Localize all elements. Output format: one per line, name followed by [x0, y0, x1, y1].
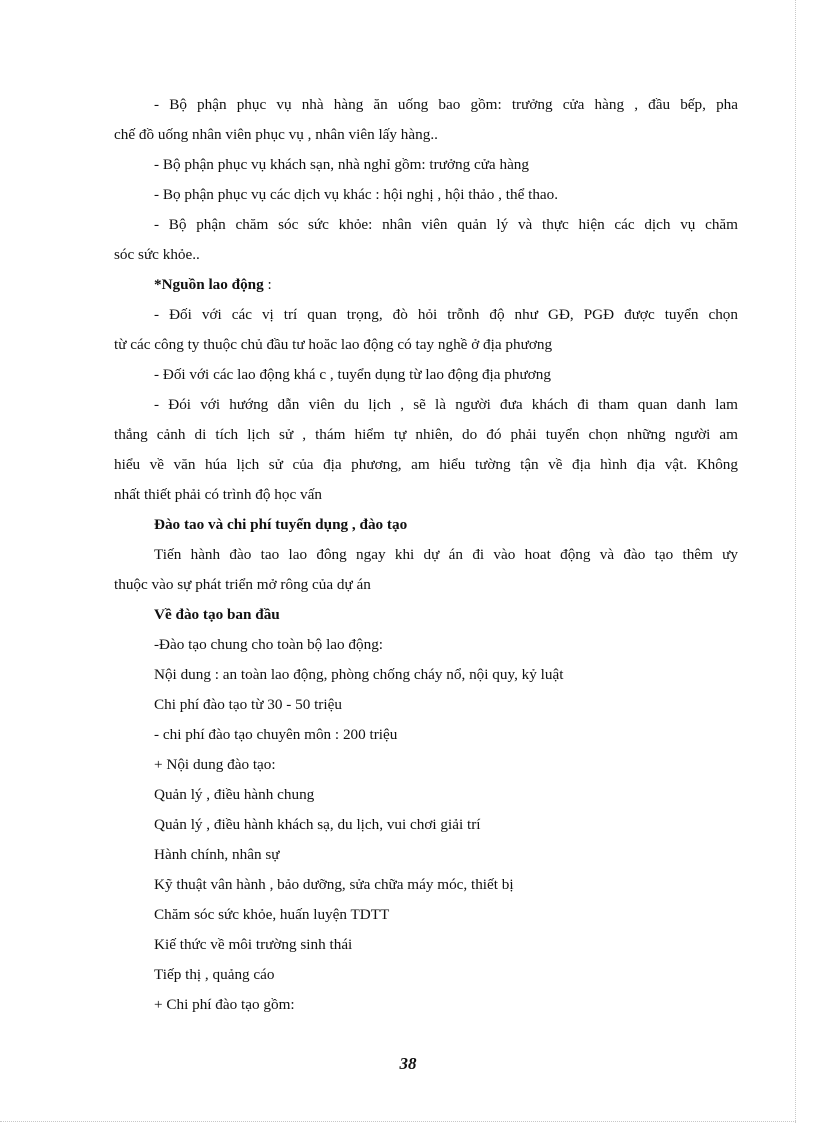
paragraph-line: Nội dung : an toàn lao động, phòng chống cháy nổ, nội quy, kỷ luật [154, 666, 564, 683]
list-item: Quản lý , điều hành chung [154, 786, 315, 803]
heading-colon: : [263, 276, 272, 293]
paragraph-line: - Đói với hướng dẫn viên du lịch , sẽ là người đưa khách đi tham quan danh lam [154, 396, 738, 413]
paragraph-line: Chi phí đào tạo từ 30 - 50 triệu [154, 696, 342, 713]
section-heading: *Nguồn lao động [154, 276, 264, 293]
paragraph-line: - Bộ phận phục vụ nhà hàng ăn uống bao gồm: trưởng cửa hàng , đầu bếp, pha [154, 96, 738, 113]
paragraph-line: - Bộ phận chăm sóc sức khỏe: nhân viên quản lý và thực hiện các dịch vụ chăm [154, 216, 738, 233]
page-border-right [795, 0, 796, 1123]
list-item: Hành chính, nhân sự [154, 846, 280, 863]
paragraph-line: -Đào tạo chung cho toàn bộ lao động: [154, 636, 384, 653]
page-border-bottom [0, 1121, 796, 1122]
paragraph-line: hiểu về văn húa lịch sử của địa phương, am hiểu tường tận về địa hình địa vật. Không [114, 456, 738, 473]
paragraph-line: + Nội dung đào tạo: [154, 756, 276, 773]
paragraph-line: - Đối với các lao động khá c , tuyển dụng từ lao động địa phương [154, 366, 551, 383]
paragraph-line: từ các công ty thuộc chủ đầu tư hoăc lao động có tay nghề ở địa phương [114, 336, 553, 353]
section-heading: Về đào tạo ban đầu [154, 606, 280, 623]
paragraph-line: chế đồ uống nhân viên phục vụ , nhân viên lấy hàng.. [114, 126, 438, 143]
document-body [114, 90, 738, 1020]
list-item: Kỹ thuật vân hành , bảo dưỡng, sửa chữa máy móc, thiết bị [154, 876, 514, 893]
paragraph-line: thắng cảnh di tích lịch sử , thám hiểm tự nhiên, do đó phải tuyển chọn những người am [114, 426, 738, 443]
paragraph-line: + Chi phí đào tạo gồm: [154, 996, 295, 1013]
list-item: Chăm sóc sức khỏe, huấn luyện TDTT [154, 906, 390, 923]
list-item: Kiế thức về môi trường sinh thái [154, 936, 353, 953]
paragraph-line: - Đối với các vị trí quan trọng, đò hỏi trỗnh độ như GĐ, PGĐ được tuyển chọn [154, 306, 738, 323]
paragraph-line: - Bọ phận phục vụ các dịch vụ khác : hội nghị , hội thảo , thể thao. [154, 186, 559, 203]
section-heading: Đào tao và chi phí tuyển dụng , đào tạo [154, 516, 408, 533]
paragraph-line: Tiến hành đào tao lao đông ngay khi dự án đi vào hoat động và đào tạo thêm ưy [154, 546, 738, 563]
page-number: 38 [399, 1054, 417, 1073]
list-item: Quản lý , điều hành khách sạ, du lịch, vui chơi giải trí [154, 816, 481, 833]
paragraph-line: - Bộ phận phục vụ khách sạn, nhà nghỉ gồm: trưởng cửa hàng [154, 156, 529, 173]
paragraph-line: - chi phí đào tạo chuyên môn : 200 triệu [154, 726, 398, 743]
paragraph-line: sóc sức khỏe.. [114, 246, 200, 263]
paragraph-line: thuộc vào sự phát triển mở rông của dự án [114, 576, 371, 593]
paragraph-line: nhất thiết phải có trình độ học vấn [114, 486, 322, 503]
section-heading-line [114, 270, 738, 300]
list-item: Tiếp thị , quảng cáo [154, 966, 275, 983]
